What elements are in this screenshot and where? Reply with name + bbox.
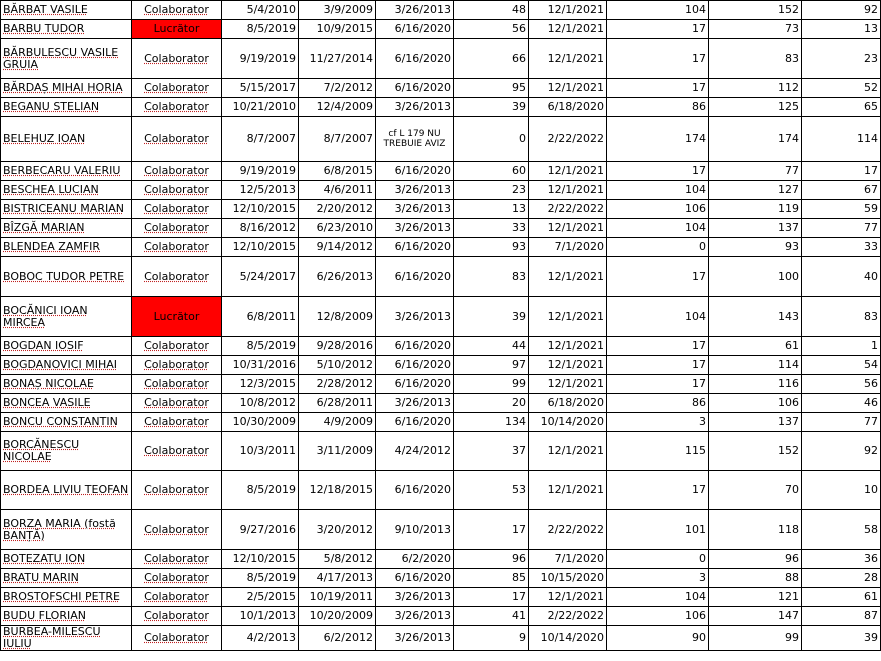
cell-d3[interactable]: 6/16/2020: [376, 375, 454, 394]
cell-name[interactable]: BĂRDAȘ MIHAI HORIA: [1, 79, 132, 98]
cell-n2[interactable]: 17: [607, 20, 709, 39]
cell-d2[interactable]: 4/6/2011: [299, 181, 376, 200]
cell-n3[interactable]: 93: [709, 238, 802, 257]
table-row: [1, 219, 881, 238]
cell-d4[interactable]: 12/1/2021: [529, 356, 607, 375]
cell-name[interactable]: BĂRBULESCU VASILE GRUIA: [1, 39, 132, 79]
cell-role[interactable]: Colaborator: [132, 394, 222, 413]
table-row: [1, 337, 881, 356]
cell-d1[interactable]: 5/4/2010: [222, 1, 299, 20]
cell-role[interactable]: Colaborator: [132, 219, 222, 238]
table-row: [1, 200, 881, 219]
cell-n2[interactable]: 17: [607, 79, 709, 98]
cell-d4[interactable]: 12/1/2021: [529, 432, 607, 471]
cell-n1[interactable]: 9: [454, 626, 529, 651]
cell-d4[interactable]: 2/22/2022: [529, 510, 607, 550]
cell-d3[interactable]: 3/26/2013: [376, 626, 454, 651]
cell-n1[interactable]: 66: [454, 39, 529, 79]
cell-d3[interactable]: 6/16/2020: [376, 337, 454, 356]
cell-n1[interactable]: 13: [454, 200, 529, 219]
table-row: [1, 550, 881, 569]
cell-n4[interactable]: 77: [802, 413, 881, 432]
cell-n1[interactable]: 53: [454, 471, 529, 510]
cell-n1[interactable]: 44: [454, 337, 529, 356]
cell-d1[interactable]: 8/5/2019: [222, 471, 299, 510]
cell-d3[interactable]: 6/2/2020: [376, 550, 454, 569]
cell-n3[interactable]: 99: [709, 626, 802, 651]
cell-d4[interactable]: 2/22/2022: [529, 607, 607, 626]
cell-role[interactable]: Colaborator: [132, 471, 222, 510]
cell-n4[interactable]: 114: [802, 117, 881, 162]
cell-n1[interactable]: 39: [454, 297, 529, 337]
table-row: [1, 98, 881, 117]
cell-name[interactable]: BISTRICEANU MARIAN: [1, 200, 132, 219]
cell-d4[interactable]: 12/1/2021: [529, 588, 607, 607]
cell-d3[interactable]: 3/26/2013: [376, 588, 454, 607]
cell-name[interactable]: BONAȘ NICOLAE: [1, 375, 132, 394]
cell-name[interactable]: BOBOC TUDOR PETRE: [1, 257, 132, 297]
cell-d1[interactable]: 4/2/2013: [222, 626, 299, 651]
cell-n2[interactable]: 17: [607, 375, 709, 394]
cell-d4[interactable]: 12/1/2021: [529, 257, 607, 297]
cell-d3[interactable]: 3/26/2013: [376, 297, 454, 337]
cell-n3[interactable]: 174: [709, 117, 802, 162]
cell-n1[interactable]: 96: [454, 550, 529, 569]
cell-n4[interactable]: 39: [802, 626, 881, 651]
cell-name[interactable]: BERBECARU VALERIU: [1, 162, 132, 181]
cell-d3[interactable]: 6/16/2020: [376, 79, 454, 98]
cell-d2[interactable]: 8/7/2007: [299, 117, 376, 162]
cell-n1[interactable]: 97: [454, 356, 529, 375]
cell-n3[interactable]: 121: [709, 588, 802, 607]
cell-n3[interactable]: 137: [709, 219, 802, 238]
cell-d4[interactable]: 12/1/2021: [529, 375, 607, 394]
cell-d1[interactable]: 9/19/2019: [222, 162, 299, 181]
cell-n1[interactable]: 20: [454, 394, 529, 413]
cell-n1[interactable]: 23: [454, 181, 529, 200]
cell-role[interactable]: Lucrător: [132, 297, 222, 337]
cell-name[interactable]: BROSTOFSCHI PETRE: [1, 588, 132, 607]
cell-d2[interactable]: 2/28/2012: [299, 375, 376, 394]
cell-d2[interactable]: 10/19/2011: [299, 588, 376, 607]
cell-n2[interactable]: 86: [607, 394, 709, 413]
cell-d1[interactable]: 8/7/2007: [222, 117, 299, 162]
cell-d2[interactable]: 9/14/2012: [299, 238, 376, 257]
cell-n4[interactable]: 1: [802, 337, 881, 356]
table-row: [1, 181, 881, 200]
cell-n2[interactable]: 106: [607, 607, 709, 626]
table-row: [1, 356, 881, 375]
cell-n2[interactable]: 0: [607, 238, 709, 257]
cell-role[interactable]: Colaborator: [132, 510, 222, 550]
cell-n1[interactable]: 99: [454, 375, 529, 394]
cell-role[interactable]: Colaborator: [132, 238, 222, 257]
cell-d4[interactable]: 10/15/2020: [529, 569, 607, 588]
table-row: [1, 588, 881, 607]
cell-d2[interactable]: 4/9/2009: [299, 413, 376, 432]
cell-n4[interactable]: 92: [802, 1, 881, 20]
cell-name[interactable]: BORCĂNESCU NICOLAE: [1, 432, 132, 471]
cell-n2[interactable]: 3: [607, 413, 709, 432]
cell-d2[interactable]: 9/28/2016: [299, 337, 376, 356]
cell-n3[interactable]: 152: [709, 1, 802, 20]
cell-role[interactable]: Colaborator: [132, 607, 222, 626]
table-row: [1, 238, 881, 257]
cell-d3[interactable]: 9/10/2013: [376, 510, 454, 550]
cell-d4[interactable]: 6/18/2020: [529, 394, 607, 413]
cell-n4[interactable]: 36: [802, 550, 881, 569]
cell-n2[interactable]: 101: [607, 510, 709, 550]
cell-d3[interactable]: 6/16/2020: [376, 39, 454, 79]
cell-name[interactable]: BRATU MARIN: [1, 569, 132, 588]
table-row: [1, 471, 881, 510]
cell-d1[interactable]: 12/10/2015: [222, 550, 299, 569]
cell-role[interactable]: Lucrător: [132, 20, 222, 39]
cell-n1[interactable]: 95: [454, 79, 529, 98]
cell-role[interactable]: Colaborator: [132, 413, 222, 432]
cell-name[interactable]: BONCU CONSTANTIN: [1, 413, 132, 432]
table-row: [1, 510, 881, 550]
cell-n2[interactable]: 17: [607, 471, 709, 510]
cell-n1[interactable]: 33: [454, 219, 529, 238]
cell-n4[interactable]: 61: [802, 588, 881, 607]
cell-n2[interactable]: 86: [607, 98, 709, 117]
cell-d3[interactable]: 6/16/2020: [376, 162, 454, 181]
cell-n1[interactable]: 93: [454, 238, 529, 257]
cell-d3[interactable]: 6/16/2020: [376, 238, 454, 257]
cell-n2[interactable]: 17: [607, 337, 709, 356]
cell-n3[interactable]: 96: [709, 550, 802, 569]
cell-d2[interactable]: 6/28/2011: [299, 394, 376, 413]
cell-d1[interactable]: 6/8/2011: [222, 297, 299, 337]
cell-role[interactable]: Colaborator: [132, 356, 222, 375]
cell-role[interactable]: Colaborator: [132, 117, 222, 162]
cell-role[interactable]: Colaborator: [132, 1, 222, 20]
cell-d3[interactable]: 4/24/2012: [376, 432, 454, 471]
cell-n1[interactable]: 41: [454, 607, 529, 626]
cell-name[interactable]: BORZA MARIA (fostă BANȚĂ): [1, 510, 132, 550]
cell-n2[interactable]: 17: [607, 356, 709, 375]
cell-d1[interactable]: 10/21/2010: [222, 98, 299, 117]
cell-n3[interactable]: 152: [709, 432, 802, 471]
cell-d2[interactable]: 7/2/2012: [299, 79, 376, 98]
cell-d2[interactable]: 4/17/2013: [299, 569, 376, 588]
cell-d4[interactable]: 12/1/2021: [529, 162, 607, 181]
cell-n2[interactable]: 174: [607, 117, 709, 162]
cell-d2[interactable]: 6/2/2012: [299, 626, 376, 651]
cell-n4[interactable]: 52: [802, 79, 881, 98]
cell-d2[interactable]: 11/27/2014: [299, 39, 376, 79]
cell-d3[interactable]: 6/16/2020: [376, 569, 454, 588]
table-row: [1, 162, 881, 181]
cell-n2[interactable]: 104: [607, 181, 709, 200]
cell-role[interactable]: Colaborator: [132, 337, 222, 356]
cell-n4[interactable]: 54: [802, 356, 881, 375]
cell-d4[interactable]: 7/1/2020: [529, 238, 607, 257]
cell-n2[interactable]: 0: [607, 550, 709, 569]
cell-n4[interactable]: 92: [802, 432, 881, 471]
cell-n3[interactable]: 83: [709, 39, 802, 79]
cell-d1[interactable]: 10/8/2012: [222, 394, 299, 413]
cell-n2[interactable]: 104: [607, 297, 709, 337]
cell-role[interactable]: Colaborator: [132, 79, 222, 98]
table-row: [1, 413, 881, 432]
cell-d2[interactable]: 6/26/2013: [299, 257, 376, 297]
cell-d4[interactable]: 12/1/2021: [529, 79, 607, 98]
cell-n4[interactable]: 17: [802, 162, 881, 181]
cell-d4[interactable]: 10/14/2020: [529, 626, 607, 651]
cell-d2[interactable]: 3/9/2009: [299, 1, 376, 20]
cell-name[interactable]: BĂRBAT VASILE: [1, 1, 132, 20]
cell-d1[interactable]: 9/19/2019: [222, 39, 299, 79]
cell-n3[interactable]: 61: [709, 337, 802, 356]
cell-name[interactable]: BORDEA LIVIU TEOFAN: [1, 471, 132, 510]
cell-name[interactable]: BUDU FLORIAN: [1, 607, 132, 626]
cell-d3[interactable]: 3/26/2013: [376, 1, 454, 20]
cell-n3[interactable]: 88: [709, 569, 802, 588]
cell-d3[interactable]: 3/26/2013: [376, 394, 454, 413]
cell-d4[interactable]: 12/1/2021: [529, 39, 607, 79]
cell-n1[interactable]: 39: [454, 98, 529, 117]
cell-role[interactable]: Colaborator: [132, 257, 222, 297]
table-row: [1, 1, 881, 20]
cell-n4[interactable]: 59: [802, 200, 881, 219]
cell-role[interactable]: Colaborator: [132, 39, 222, 79]
cell-n2[interactable]: 17: [607, 162, 709, 181]
cell-role[interactable]: Colaborator: [132, 200, 222, 219]
table-row: [1, 394, 881, 413]
cell-role[interactable]: Colaborator: [132, 162, 222, 181]
cell-role[interactable]: Colaborator: [132, 375, 222, 394]
cell-d1[interactable]: 8/5/2019: [222, 337, 299, 356]
cell-n3[interactable]: 116: [709, 375, 802, 394]
cell-d3[interactable]: 6/16/2020: [376, 20, 454, 39]
cell-d3[interactable]: 6/16/2020: [376, 356, 454, 375]
cell-n1[interactable]: 85: [454, 569, 529, 588]
cell-name[interactable]: BURBEA-MILESCU IULIU: [1, 626, 132, 651]
cell-role[interactable]: Colaborator: [132, 181, 222, 200]
cell-n3[interactable]: 137: [709, 413, 802, 432]
cell-d1[interactable]: 10/3/2011: [222, 432, 299, 471]
cell-n4[interactable]: 40: [802, 257, 881, 297]
cell-d1[interactable]: 12/10/2015: [222, 200, 299, 219]
cell-d1[interactable]: 8/5/2019: [222, 20, 299, 39]
cell-n3[interactable]: 119: [709, 200, 802, 219]
cell-n4[interactable]: 87: [802, 607, 881, 626]
cell-name[interactable]: BEGANU STELIAN: [1, 98, 132, 117]
cell-d4[interactable]: 10/14/2020: [529, 413, 607, 432]
cell-n2[interactable]: 106: [607, 200, 709, 219]
cell-n2[interactable]: 104: [607, 1, 709, 20]
cell-role[interactable]: Colaborator: [132, 432, 222, 471]
table-row: [1, 20, 881, 39]
cell-d3[interactable]: cf L 179 NU TREBUIE AVIZ: [376, 117, 454, 162]
cell-d2[interactable]: 12/4/2009: [299, 98, 376, 117]
table-body: [1, 1, 881, 651]
cell-role[interactable]: Colaborator: [132, 626, 222, 651]
cell-n3[interactable]: 143: [709, 297, 802, 337]
cell-n1[interactable]: 56: [454, 20, 529, 39]
cell-role[interactable]: Colaborator: [132, 550, 222, 569]
cell-n2[interactable]: 3: [607, 569, 709, 588]
cell-d2[interactable]: 3/11/2009: [299, 432, 376, 471]
cell-d1[interactable]: 2/5/2015: [222, 588, 299, 607]
cell-d4[interactable]: 12/1/2021: [529, 1, 607, 20]
cell-n3[interactable]: 70: [709, 471, 802, 510]
cell-d4[interactable]: 12/1/2021: [529, 471, 607, 510]
cell-n1[interactable]: 37: [454, 432, 529, 471]
cell-n3[interactable]: 118: [709, 510, 802, 550]
cell-d3[interactable]: 3/26/2013: [376, 181, 454, 200]
cell-name[interactable]: BESCHEA LUCIAN: [1, 181, 132, 200]
cell-n4[interactable]: 33: [802, 238, 881, 257]
cell-d3[interactable]: 6/16/2020: [376, 257, 454, 297]
cell-n4[interactable]: 67: [802, 181, 881, 200]
cell-name[interactable]: BONCEA VASILE: [1, 394, 132, 413]
cell-n1[interactable]: 17: [454, 588, 529, 607]
cell-name[interactable]: BOGDANOVICI MIHAI: [1, 356, 132, 375]
cell-n4[interactable]: 58: [802, 510, 881, 550]
cell-d1[interactable]: 10/30/2009: [222, 413, 299, 432]
table-row: [1, 117, 881, 162]
table-row: [1, 297, 881, 337]
cell-name[interactable]: BLENDEA ZAMFIR: [1, 238, 132, 257]
cell-d1[interactable]: 10/1/2013: [222, 607, 299, 626]
cell-d4[interactable]: 7/1/2020: [529, 550, 607, 569]
table-row: [1, 257, 881, 297]
cell-n2[interactable]: 104: [607, 219, 709, 238]
cell-d2[interactable]: 6/8/2015: [299, 162, 376, 181]
cell-n4[interactable]: 13: [802, 20, 881, 39]
cell-d1[interactable]: 5/24/2017: [222, 257, 299, 297]
cell-d3[interactable]: 6/16/2020: [376, 413, 454, 432]
cell-name[interactable]: BARBU TUDOR: [1, 20, 132, 39]
cell-name[interactable]: BELEHUZ IOAN: [1, 117, 132, 162]
cell-d2[interactable]: 2/20/2012: [299, 200, 376, 219]
cell-n4[interactable]: 28: [802, 569, 881, 588]
table-row: [1, 569, 881, 588]
table-row: [1, 375, 881, 394]
cell-d3[interactable]: 6/16/2020: [376, 471, 454, 510]
cell-n3[interactable]: 73: [709, 20, 802, 39]
cell-name[interactable]: BOGDAN IOSIF: [1, 337, 132, 356]
cell-d4[interactable]: 2/22/2022: [529, 117, 607, 162]
cell-n3[interactable]: 77: [709, 162, 802, 181]
cell-d4[interactable]: 12/1/2021: [529, 297, 607, 337]
cell-n2[interactable]: 17: [607, 39, 709, 79]
cell-d2[interactable]: 12/8/2009: [299, 297, 376, 337]
cell-d4[interactable]: 12/1/2021: [529, 219, 607, 238]
cell-d1[interactable]: 9/27/2016: [222, 510, 299, 550]
cell-d2[interactable]: 3/20/2012: [299, 510, 376, 550]
cell-d1[interactable]: 8/16/2012: [222, 219, 299, 238]
cell-role[interactable]: Colaborator: [132, 569, 222, 588]
cell-n3[interactable]: 114: [709, 356, 802, 375]
cell-d1[interactable]: 8/5/2019: [222, 569, 299, 588]
cell-d2[interactable]: 10/20/2009: [299, 607, 376, 626]
cell-n3[interactable]: 147: [709, 607, 802, 626]
cell-n3[interactable]: 112: [709, 79, 802, 98]
cell-n4[interactable]: 65: [802, 98, 881, 117]
cell-n1[interactable]: 134: [454, 413, 529, 432]
cell-n1[interactable]: 83: [454, 257, 529, 297]
cell-d3[interactable]: 3/26/2013: [376, 200, 454, 219]
cell-n2[interactable]: 104: [607, 588, 709, 607]
cell-d4[interactable]: 12/1/2021: [529, 20, 607, 39]
cell-n4[interactable]: 46: [802, 394, 881, 413]
cell-role[interactable]: Colaborator: [132, 98, 222, 117]
cell-d2[interactable]: 12/18/2015: [299, 471, 376, 510]
table-row: [1, 39, 881, 79]
table-row: [1, 626, 881, 651]
cell-n4[interactable]: 77: [802, 219, 881, 238]
cell-n3[interactable]: 125: [709, 98, 802, 117]
cell-name[interactable]: BOCĂNICI IOAN MIRCEA: [1, 297, 132, 337]
cell-d2[interactable]: 10/9/2015: [299, 20, 376, 39]
cell-d2[interactable]: 5/10/2012: [299, 356, 376, 375]
cell-n4[interactable]: 23: [802, 39, 881, 79]
cell-n1[interactable]: 0: [454, 117, 529, 162]
cell-d3[interactable]: 3/26/2013: [376, 219, 454, 238]
cell-d1[interactable]: 12/5/2013: [222, 181, 299, 200]
cell-n2[interactable]: 90: [607, 626, 709, 651]
cell-n1[interactable]: 48: [454, 1, 529, 20]
table-row: [1, 79, 881, 98]
cell-n3[interactable]: 106: [709, 394, 802, 413]
cell-n1[interactable]: 60: [454, 162, 529, 181]
cell-name[interactable]: BÎZGĂ MARIAN: [1, 219, 132, 238]
cell-d1[interactable]: 10/31/2016: [222, 356, 299, 375]
cell-d3[interactable]: 3/26/2013: [376, 607, 454, 626]
cell-d4[interactable]: 2/22/2022: [529, 200, 607, 219]
cell-n2[interactable]: 17: [607, 257, 709, 297]
cell-d4[interactable]: 12/1/2021: [529, 181, 607, 200]
cell-n4[interactable]: 83: [802, 297, 881, 337]
cell-n3[interactable]: 100: [709, 257, 802, 297]
cell-n1[interactable]: 17: [454, 510, 529, 550]
cell-d2[interactable]: 5/8/2012: [299, 550, 376, 569]
cell-n2[interactable]: 115: [607, 432, 709, 471]
cell-d1[interactable]: 12/3/2015: [222, 375, 299, 394]
cell-d1[interactable]: 5/15/2017: [222, 79, 299, 98]
cell-d3[interactable]: 3/26/2013: [376, 98, 454, 117]
cell-d2[interactable]: 6/23/2010: [299, 219, 376, 238]
cell-d4[interactable]: 12/1/2021: [529, 337, 607, 356]
cell-name[interactable]: BOTEZATU ION: [1, 550, 132, 569]
cell-n4[interactable]: 56: [802, 375, 881, 394]
cell-d4[interactable]: 6/18/2020: [529, 98, 607, 117]
table-row: [1, 432, 881, 471]
cell-role[interactable]: Colaborator: [132, 588, 222, 607]
cell-n4[interactable]: 10: [802, 471, 881, 510]
cell-n3[interactable]: 127: [709, 181, 802, 200]
cell-d1[interactable]: 12/10/2015: [222, 238, 299, 257]
table-row: [1, 607, 881, 626]
